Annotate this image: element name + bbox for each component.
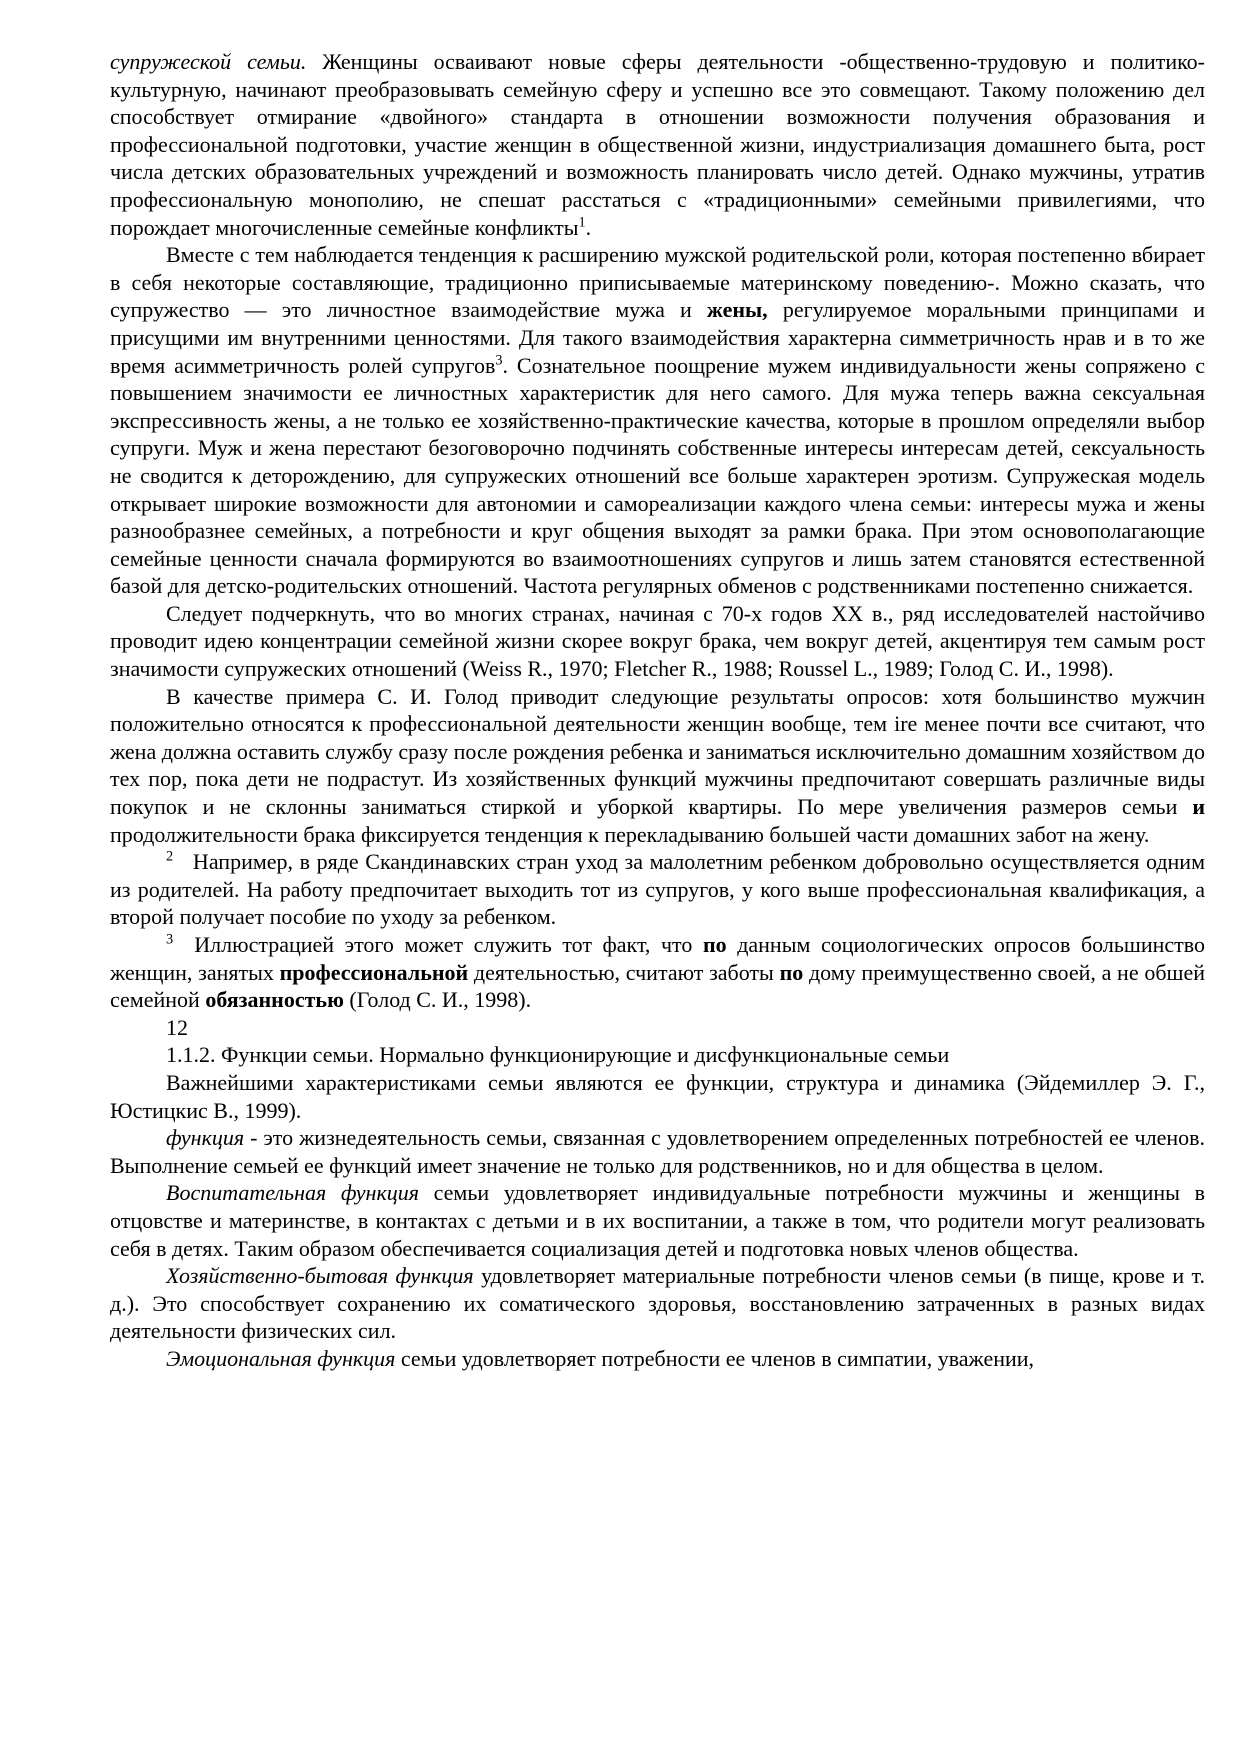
text-run: Например, в ряде Скандинавских стран уход за малолетним ребенком добровольно осуществляется одним из родителей. На работу предпочитает выходить тот из супругов, у кого выше профессиональная квалификация, а второй получает пособие по уходу за ребенком. — [110, 849, 1205, 930]
paragraph — [110, 1069, 1205, 1124]
text-run: . — [585, 214, 592, 240]
text-run: Вместе с тем наблюдается тенденция к расширению мужской родительской роли, которая постепенно вбирает в себя некоторые составляющие, традиционно приписываемые материнскому поведению-. Можно сказать, что супружество — это личностное взаимодействие мужа и — [110, 242, 1205, 323]
text-run: по — [779, 959, 804, 985]
footnote-marker: 2 — [166, 848, 174, 865]
text-run: функция — [166, 1125, 245, 1151]
text-run: деятельностью, считают заботы — [468, 959, 780, 985]
paragraph — [110, 600, 1205, 683]
text-run: 12 — [166, 1014, 188, 1040]
paragraph — [110, 1041, 1205, 1069]
paragraph — [110, 1179, 1205, 1262]
paragraph — [110, 1262, 1205, 1345]
text-run: обязанностью — [205, 987, 344, 1013]
paragraph — [110, 683, 1205, 849]
paragraph — [110, 1124, 1205, 1179]
document-page — [110, 48, 1205, 1373]
text-run: по — [702, 932, 727, 957]
text-run: дому преимущественно своей, а не обшей семейной — [110, 959, 1205, 1013]
text-run: удовлетворяет материальные потребности членов семьи (в пище, крове и т. д.). Это способствует сохранению их соматического здоровья, восстановлению затраченных в разных видах деятельности физических сил. — [110, 1263, 1205, 1344]
text-run: В качестве примера С. И. Голод приводит следующие результаты опросов: хотя большинство мужчин положительно относятся к профессиональной деятельности женщин вообще, тем ire менее почти все считают, что жена должна оставить службу сразу после рождения ребенка и заниматься исключительно домашним хозяйством до тех пор, пока дети не подрастут. Из хозяйственных функций мужчины предпочитают совершать различные виды покупок и не склонны заниматься стиркой и уборкой квартиры. По мере увеличения размеров семьи — [110, 683, 1205, 820]
text-run: (Голод С. И., 1998). — [343, 987, 532, 1013]
footnote-marker: 1 — [578, 214, 586, 231]
text-run: 1.1.2. Функции семьи. Нормально функционирующие и дисфункциональные семьи — [166, 1042, 950, 1068]
text-run: Воспитательная функция — [166, 1180, 419, 1206]
text-run: семьи удовлетворяет потребности ее членов в симпатии, уважении, — [395, 1345, 1035, 1371]
text-run: Хозяйственно-бытовая функция — [166, 1263, 474, 1289]
footnote-marker: 3 — [495, 352, 503, 369]
text-column — [110, 48, 1205, 1373]
paragraph — [110, 1014, 1205, 1042]
paragraph — [110, 848, 1205, 931]
text-run: и — [1192, 794, 1205, 820]
paragraph — [110, 931, 1205, 1014]
text-run: профессиональной — [279, 959, 469, 985]
text-run: данным социологических опросов большинство женщин, занятых — [110, 932, 1205, 985]
text-run: Эмоциональная функция — [166, 1345, 396, 1371]
text-run: - это жизнедеятельность семьи, связанная с удовлетворением определенных потребностей ее членов. Выполнение семьей ее функций имеет значение не только для родственников, но и для общества в целом. — [110, 1125, 1205, 1178]
text-run: жены, — [706, 297, 768, 323]
text-run: супружеской семьи. — [110, 49, 307, 74]
text-run: регулируемое моральными принципами и присущими им внутренними ценностями. Для такого взаимодействия характерна симметричность нрав и в то же время асимметричность ролей супругов — [110, 297, 1205, 378]
text-run: Следует подчеркнуть, что во многих странах, начиная с 70-х годов XX в., ряд исследователей настойчиво проводит идею концентрации семейной жизни скорее вокруг брака, чем вокруг детей, акцентируя тем самым рост значимости супружеских отношений (Weiss R., 1970; Fletcher R., 1988; Roussel L., 1989; Голод С. И., 1998). — [110, 600, 1205, 682]
footnote-marker: 3 — [166, 931, 174, 948]
text-run: . Сознательное поощрение мужем индивидуальности жены сопряжено с повышением значимости ее личностных характеристик для него самого. Для мужа теперь важна сексуальная экспрессивность жены, а не только ее хозяйственно-практические качества, которые в прошлом определяли выбор супруги. Муж и жена перестают безоговорочно подчинять собственные интересы интересам детей, сексуальность не сводится к деторождению, для супружеских отношений все больше характерен эротизм. Супружеская модель открывает широкие возможности для автономии и самореализации каждого члена семьи: интересы мужа и жены разнообразнее семейных, а потребности и круг общения выходят за рамки брака. При этом основополагающие семейные ценности сначала формируются во взаимоотношениях супругов и лишь затем становятся естественной базой для детско-родительских отношений. Частота регулярных обменов с родственниками постепенно снижается. — [110, 352, 1205, 599]
paragraph — [110, 48, 1205, 241]
text-run: продолжительности брака фиксируется тенденция к перекладыванию большей части домашних забот на жену. — [110, 821, 1150, 847]
text-run: семьи удовлетворяет индивидуальные потребности мужчины и женщины в отцовстве и материнстве, в контактах с детьми и в их воспитании, а также в том, что родители могут реализовать себя в детях. Таким образом обеспечивается социализация детей и подготовка новых членов общества. — [110, 1180, 1206, 1261]
paragraph — [110, 1345, 1205, 1373]
paragraph — [110, 241, 1205, 600]
text-run: Важнейшими характеристиками семьи являются ее функции, структура и динамика (Эйдемиллер Э. Г., Юстицкис В., 1999). — [110, 1069, 1205, 1123]
text-run: Женщины осваивают новые сферы деятельности -общественно-трудовую и политико- культурную, начинают преобразовывать семейную сферу и успешно все это совмещают. Такому положению дел способствует отмирание «двойного» стандарта в отношении возможности получения образования и профессиональной подготовки, участие женщин в общественной жизни, индустриализация домашнего быта, рост числа детских образовательных учреждений и возможность планировать число детей. Однако мужчины, утратив профессиональную монополию, не спешат расстаться с «традиционными» семейными привилегиями, что порождает многочисленные семейные конфликты — [110, 49, 1205, 240]
text-run: Иллюстрацией этого может служить тот факт, что — [173, 932, 703, 957]
